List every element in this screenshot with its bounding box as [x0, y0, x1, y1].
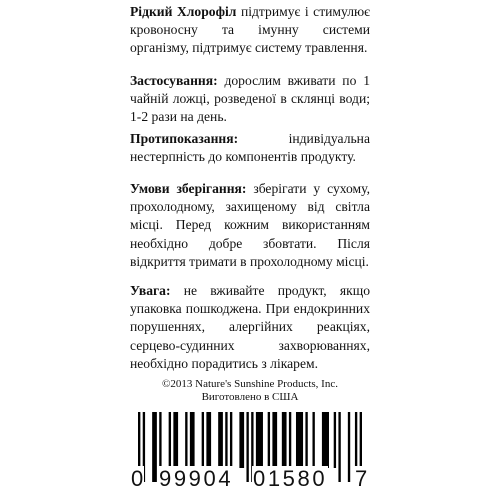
barcode-bar — [190, 412, 195, 468]
description-paragraph — [130, 3, 370, 58]
contraindications-paragraph — [130, 130, 370, 166]
copyright-line: ©2013 Nature's Sunshine Products, Inc. — [162, 378, 338, 390]
made-in-line: Виготовлено в США — [201, 391, 299, 403]
contraindications-heading: Протипоказання: — [130, 131, 239, 146]
usage-heading: Застосування: — [130, 73, 218, 88]
barcode-number — [130, 466, 370, 496]
contraindications-text: індивідуальна нестерпність до компонентів продукту. — [130, 131, 370, 165]
barcode-bar — [282, 412, 287, 468]
storage-paragraph — [130, 180, 370, 271]
barcode-bar — [169, 412, 171, 468]
barcode-right-digits: 01580 — [253, 466, 328, 491]
barcode-bar — [256, 412, 263, 468]
warning-heading: Увага: — [130, 283, 171, 298]
barcode-bar — [305, 412, 307, 468]
barcode-bar — [202, 412, 204, 468]
barcode-bar — [289, 412, 291, 468]
barcode-bar — [268, 412, 270, 468]
product-name: Рідкий Хлорофіл — [130, 4, 237, 19]
warning-text: не вживайте продукт, якщо упаковка пошкоджена. При ендокринних порушеннях, алергійних реакціях, серцево-судинних захворюваннях, необхідно порадитись з лікарем. — [130, 283, 370, 371]
barcode-bar — [230, 412, 232, 468]
barcode-bar — [173, 412, 178, 468]
barcode-left-digits: 99904 — [159, 466, 234, 491]
barcode-bar — [206, 412, 211, 468]
barcode-number-system-digit: 0 — [131, 466, 144, 491]
barcode-bar — [334, 412, 336, 468]
barcode-bar — [312, 412, 314, 468]
barcode-bar — [185, 412, 187, 468]
barcode-bar — [296, 412, 303, 468]
warning-paragraph — [130, 282, 370, 373]
storage-heading: Умови зберігання: — [130, 181, 247, 196]
description-text: підтримує і стимулює кровоносну та імунну системи організму, підтримує систему травлення. — [130, 4, 370, 56]
product-label — [130, 0, 370, 500]
barcode-check-digit: 7 — [355, 466, 368, 491]
barcode-bar — [218, 412, 223, 468]
copyright-block — [130, 378, 370, 404]
barcode-bar — [322, 412, 329, 468]
usage-paragraph — [130, 72, 370, 127]
usage-text: дорослим вживати по 1 чайній ложці, розведеної в склянці води; 1-2 рази на день. — [130, 73, 370, 125]
storage-text: зберігати у сухому, прохолодному, захищеному від світла місці. Перед кожним використанням необхідно добре збовтати. Після відкриття тримати в прохолодному місці. — [130, 181, 370, 269]
barcode-bar — [225, 412, 227, 468]
barcode-bar — [239, 412, 244, 468]
barcode-bar — [272, 412, 277, 468]
